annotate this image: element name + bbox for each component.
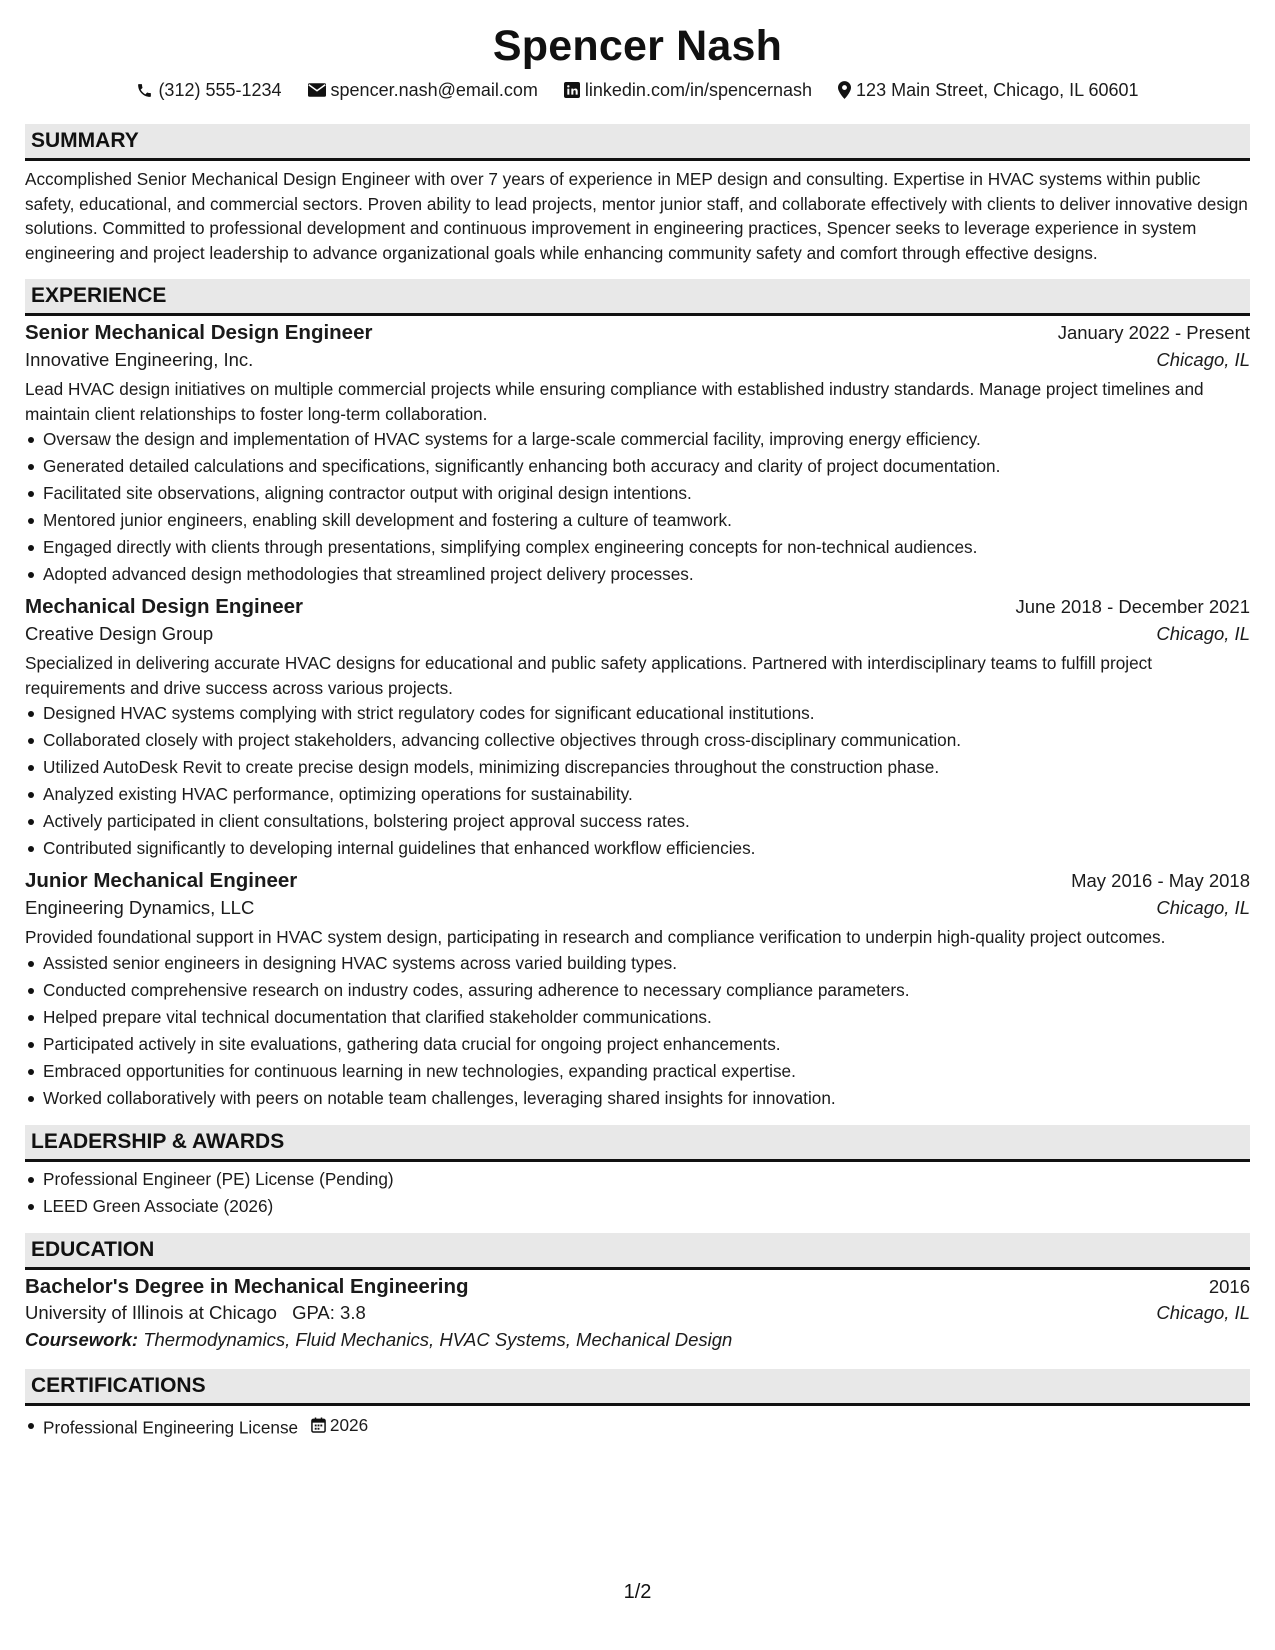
section-heading-summary: SUMMARY (25, 124, 1250, 161)
list-item: Analyzed existing HVAC performance, optimizing operations for sustainability. (43, 781, 1250, 808)
page-number: 1/2 (623, 1581, 652, 1603)
job-company-row (25, 623, 1250, 645)
certifications-section (25, 1369, 1250, 1442)
job-dates: May 2016 - May 2018 (1071, 870, 1250, 891)
list-item: Worked collaboratively with peers on notable team challenges, leveraging shared insights for innovation. (43, 1085, 1250, 1112)
linkedin-text[interactable]: linkedin.com/in/spencernash (584, 79, 813, 100)
coursework-label: Coursework: (25, 1328, 139, 1350)
phone-text: (312) 555-1234 (158, 79, 282, 100)
list-item: Actively participated in client consultations, bolstering project approval success rates. (43, 808, 1250, 835)
job-title: Junior Mechanical Engineer (25, 869, 298, 892)
job-company-row (25, 897, 1250, 919)
education-header-row (25, 1275, 1250, 1299)
section-heading-leadership: LEADERSHIP & AWARDS (25, 1125, 1250, 1162)
job-company: Creative Design Group (25, 623, 214, 644)
education-section (25, 1233, 1250, 1351)
contact-linkedin[interactable] (564, 80, 812, 101)
list-item: Engaged directly with clients through presentations, simplifying complex engineering concepts for non-technical audiences. (43, 534, 1250, 561)
list-item: Utilized AutoDesk Revit to create precise design models, minimizing discrepancies throughout the construction phase. (43, 754, 1250, 781)
list-item: Embraced opportunities for continuous learning in new technologies, expanding practical expertise. (43, 1058, 1250, 1085)
list-item: Adopted advanced design methodologies that streamlined project delivery processes. (43, 561, 1250, 588)
section-heading-experience: EXPERIENCE (25, 279, 1250, 316)
gpa: GPA: 3.8 (292, 1301, 366, 1323)
job-description: Specialized in delivering accurate HVAC designs for educational and public safety applications. Partnered with interdisciplinary teams to fulfill project requirements and drive success across various projects. (25, 653, 1153, 698)
list-item: Helped prepare vital technical documentation that clarified stakeholder communications. (43, 1004, 1250, 1031)
job-entry (25, 595, 1250, 862)
degree-title: Bachelor's Degree in Mechanical Engineering (25, 1274, 469, 1298)
coursework-text: Thermodynamics, Fluid Mechanics, HVAC Systems, Mechanical Design (143, 1328, 733, 1350)
section-heading-education: EDUCATION (25, 1233, 1250, 1270)
graduation-year: 2016 (1208, 1275, 1250, 1297)
certification-year: 2026 (329, 1414, 369, 1435)
list-item (43, 1412, 1250, 1442)
phone-icon (136, 82, 153, 99)
summary-section (25, 124, 1250, 265)
leadership-section (25, 1125, 1250, 1220)
job-bullet-list (25, 950, 1250, 1112)
job-entry (25, 869, 1250, 1112)
list-item: Participated actively in site evaluations, gathering data crucial for ongoing project enhancements. (43, 1031, 1250, 1058)
job-title: Mechanical Design Engineer (25, 595, 303, 618)
job-header-row (25, 869, 1250, 893)
calendar-icon (311, 1417, 326, 1433)
job-dates: January 2022 - Present (1057, 322, 1250, 343)
education-school-row (25, 1302, 1250, 1324)
list-item: Professional Engineer (PE) License (Pending) (43, 1166, 1250, 1193)
job-company: Engineering Dynamics, LLC (25, 897, 255, 918)
list-item: Oversaw the design and implementation of HVAC systems for a large-scale commercial facility, improving energy efficiency. (43, 426, 1250, 453)
job-company-row (25, 349, 1250, 371)
school-name: University of Illinois at Chicago (25, 1301, 277, 1323)
job-location: Chicago, IL (1156, 349, 1250, 370)
job-description: Lead HVAC design initiatives on multiple commercial projects while ensuring compliance with established industry standards. Manage project timelines and maintain client relationships to foster long-term collaboration. (25, 379, 1204, 424)
summary-text: Accomplished Senior Mechanical Design Engineer with over 7 years of experience in MEP design and consulting. Expertise in HVAC systems within public safety, educational, and commercial sectors. Proven ability to lead projects, mentor junior staff, and collaborate effectively with clients to deliver innovative design solutions. Committed to professional development and continuous improvement in engineering practices, Spencer seeks to leverage experience in system engineering and project leadership to advance organizational goals while enhancing community safety and comfort through effective designs. (25, 169, 1248, 263)
list-item: Collaborated closely with project stakeholders, advancing collective objectives through cross-disciplinary communication. (43, 727, 1250, 754)
envelope-icon (308, 83, 326, 97)
job-location: Chicago, IL (1156, 897, 1250, 918)
section-heading-certifications: CERTIFICATIONS (25, 1369, 1250, 1406)
map-pin-icon (838, 81, 851, 99)
job-entry (25, 321, 1250, 588)
job-header-row (25, 595, 1250, 619)
list-item: Generated detailed calculations and specifications, significantly enhancing both accuracy and clarity of project documentation. (43, 453, 1250, 480)
candidate-name: Spencer Nash (492, 22, 783, 70)
experience-section (25, 279, 1250, 1112)
job-description: Provided foundational support in HVAC system design, participating in research and compliance verification to underpin high-quality project outcomes. (25, 927, 1166, 947)
job-location: Chicago, IL (1156, 623, 1250, 644)
email-text[interactable]: spencer.nash@email.com (330, 79, 538, 100)
list-item: Assisted senior engineers in designing HVAC systems across varied building types. (43, 950, 1250, 977)
linkedin-icon (564, 82, 580, 98)
list-item: Mentored junior engineers, enabling skill development and fostering a culture of teamwork. (43, 507, 1250, 534)
school-location: Chicago, IL (1156, 1301, 1250, 1323)
list-item: Facilitated site observations, aligning contractor output with original design intentions. (43, 480, 1250, 507)
certifications-list (25, 1412, 1250, 1442)
coursework-line (25, 1329, 1250, 1351)
certification-date (311, 1412, 368, 1439)
leadership-list (25, 1166, 1250, 1220)
job-bullet-list (25, 700, 1250, 862)
resume-page (25, 20, 1250, 1441)
contact-address (838, 80, 1139, 101)
job-bullet-list (25, 426, 1250, 588)
list-item: Designed HVAC systems complying with strict regulatory codes for significant educational institutions. (43, 700, 1250, 727)
contact-bar (25, 78, 1250, 102)
certification-name: Professional Engineering License (43, 1417, 299, 1437)
list-item: Conducted comprehensive research on industry codes, assuring adherence to necessary compliance parameters. (43, 977, 1250, 1004)
list-item: LEED Green Associate (2026) (43, 1193, 1250, 1220)
school-info (25, 1302, 366, 1324)
job-company: Innovative Engineering, Inc. (25, 349, 254, 370)
address-text: 123 Main Street, Chicago, IL 60601 (856, 79, 1139, 100)
job-title: Senior Mechanical Design Engineer (25, 321, 373, 344)
contact-email[interactable] (308, 80, 538, 101)
job-dates: June 2018 - December 2021 (1015, 596, 1250, 617)
job-header-row (25, 321, 1250, 345)
list-item: Contributed significantly to developing internal guidelines that enhanced workflow efficiencies. (43, 835, 1250, 862)
contact-phone (136, 80, 281, 101)
